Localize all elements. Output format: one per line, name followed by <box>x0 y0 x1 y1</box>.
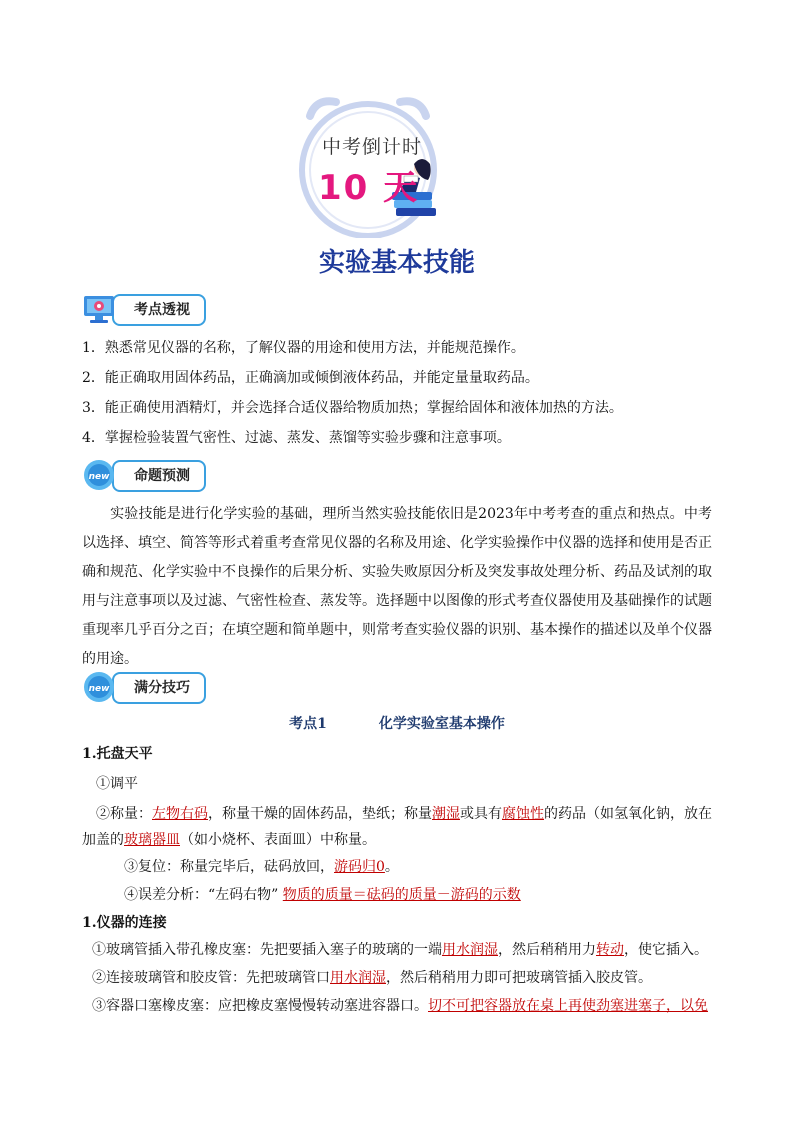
page-title: 实验基本技能 <box>318 248 475 278</box>
topic-heading <box>0 713 794 733</box>
new-badge-icon <box>82 458 116 492</box>
balance-step-2-line-1: ②称量：左物右码，称量干燥的固体药品，垫纸；称量潮湿或具有腐蚀性的药品（如氢氧化钠，放在 <box>96 806 712 822</box>
balance-step-3: ③复位：称量完毕后，砝码放回，游码归0。 <box>124 859 399 875</box>
section-header-yuce <box>82 458 202 492</box>
connect-step-2: ②连接玻璃管和胶皮管：先把玻璃管口用水润湿，然后稍稍用力即可把玻璃管插入胶皮管。 <box>92 970 652 986</box>
point-2: 2．能正确取用固体药品，正确滴加或倾倒液体药品，并能定量量取药品。 <box>82 370 539 386</box>
balance-step-4: ④误差分析：“左码右物” 物质的质量＝砝码的质量－游码的示数 <box>124 887 521 903</box>
countdown-label: 中考倒计时 <box>322 136 423 158</box>
balance-step-2-line-2: 加盖的玻璃器皿（如小烧杯、表面皿）中称量。 <box>82 832 376 848</box>
section-header-jiqiao <box>82 670 202 704</box>
point-3: 3．能正确使用酒精灯，并会选择合适仪器给物质加热；掌握给固体和液体加热的方法。 <box>82 400 623 416</box>
section-label: 满分技巧 <box>112 672 206 704</box>
svg-text:new: new <box>88 472 110 482</box>
section-label: 考点透视 <box>112 294 206 326</box>
prediction-paragraph <box>82 500 712 674</box>
balance-heading: 1.托盘天平 <box>82 746 153 762</box>
monitor-gear-icon <box>82 292 116 326</box>
section-header-kaodian <box>82 292 202 326</box>
connect-step-1: ①玻璃管插入带孔橡皮塞：先把要插入塞子的玻璃的一端用水润湿，然后稍稍用力转动，使它插入。 <box>92 942 708 958</box>
svg-text:new: new <box>88 684 110 694</box>
topic-number: 考点1 <box>289 716 327 732</box>
countdown-days: 10 天 <box>318 168 420 208</box>
balance-step-1: ①调平 <box>96 776 138 792</box>
topic-name: 化学实验室基本操作 <box>378 716 505 732</box>
point-1: 1．熟悉常见仪器的名称，了解仪器的用途和使用方法，并能规范操作。 <box>82 340 525 356</box>
section-label: 命题预测 <box>112 460 206 492</box>
point-4: 4．掌握检验装置气密性、过滤、蒸发、蒸馏等实验步骤和注意事项。 <box>82 430 511 446</box>
connect-step-3: ③容器口塞橡皮塞：应把橡皮塞慢慢转动塞进容器口。切不可把容器放在桌上再使劲塞进塞子，以免 <box>92 998 708 1014</box>
connect-heading: 1.仪器的连接 <box>82 915 167 931</box>
prediction-text: 实验技能是进行化学实验的基础，理所当然实验技能依旧是2023年中考考查的重点和热点。中考以选择、填空、简答等形式着重考查常见仪器的名称及用途、化学实验操作中仪器的选择和使用是否正确和规范、化学实验中不良操作的后果分析、实验失败原因分析及突发事故处理分析、药品及试剂的取用与注意事项以及过滤、气密性检查、蒸发等。选择题中以图像的形式考查仪器使用及基础操作的试题重现率几乎百分之百；在填空题和简单题中，则常考查实验仪器的识别、基本操作的描述以及单个仪器的用途。 <box>82 506 712 667</box>
new-badge-icon <box>82 670 116 704</box>
